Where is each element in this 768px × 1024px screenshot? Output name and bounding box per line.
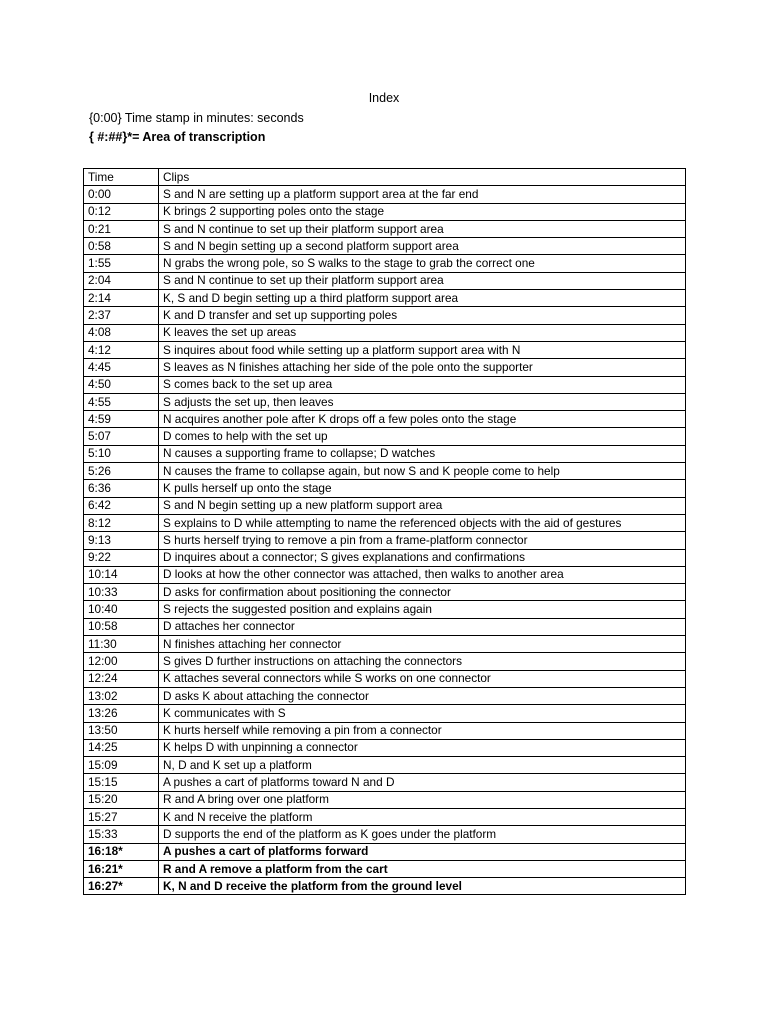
column-header-clips: Clips [159, 169, 686, 186]
clip-cell: D attaches her connector [159, 618, 686, 635]
table-row [84, 878, 686, 895]
time-cell: 16:27* [84, 878, 159, 895]
table-row [84, 860, 686, 877]
table-row [84, 307, 686, 324]
time-cell: 4:45 [84, 359, 159, 376]
clip-cell: S leaves as N finishes attaching her side of the pole onto the supporter [159, 359, 686, 376]
table-row [84, 393, 686, 410]
time-cell: 15:15 [84, 774, 159, 791]
clips-table [83, 168, 686, 895]
time-cell: 15:09 [84, 757, 159, 774]
clip-cell: D asks for confirmation about positioning the connector [159, 584, 686, 601]
time-cell: 13:02 [84, 687, 159, 704]
table-row [84, 480, 686, 497]
time-cell: 1:55 [84, 255, 159, 272]
clip-cell: S hurts herself trying to remove a pin from a frame-platform connector [159, 532, 686, 549]
table-row [84, 705, 686, 722]
clip-cell: D comes to help with the set up [159, 428, 686, 445]
table-row [84, 290, 686, 307]
table-row [84, 791, 686, 808]
clip-cell: K communicates with S [159, 705, 686, 722]
transcription-legend: { #:##}*= Area of transcription [89, 130, 266, 144]
time-cell: 4:50 [84, 376, 159, 393]
table-row [84, 774, 686, 791]
table-row [84, 324, 686, 341]
table-row [84, 808, 686, 825]
clip-cell: N grabs the wrong pole, so S walks to the stage to grab the correct one [159, 255, 686, 272]
table-row [84, 411, 686, 428]
clip-cell: K and N receive the platform [159, 808, 686, 825]
time-cell: 5:07 [84, 428, 159, 445]
clip-cell: K attaches several connectors while S works on one connector [159, 670, 686, 687]
time-cell: 15:20 [84, 791, 159, 808]
time-cell: 2:37 [84, 307, 159, 324]
table-row [84, 687, 686, 704]
time-cell: 0:00 [84, 186, 159, 203]
time-cell: 4:12 [84, 341, 159, 358]
table-row [84, 739, 686, 756]
time-cell: 2:04 [84, 272, 159, 289]
time-cell: 10:58 [84, 618, 159, 635]
time-cell: 5:26 [84, 463, 159, 480]
clip-cell: S comes back to the set up area [159, 376, 686, 393]
clip-cell: A pushes a cart of platforms forward [159, 843, 686, 860]
clip-cell: S and N continue to set up their platform support area [159, 220, 686, 237]
table-row [84, 653, 686, 670]
clip-cell: D asks K about attaching the connector [159, 687, 686, 704]
clip-cell: K, S and D begin setting up a third platform support area [159, 290, 686, 307]
clip-cell: K, N and D receive the platform from the ground level [159, 878, 686, 895]
clip-cell: R and A remove a platform from the cart [159, 860, 686, 877]
table-row [84, 272, 686, 289]
table-row [84, 670, 686, 687]
clip-cell: N causes a supporting frame to collapse; D watches [159, 445, 686, 462]
time-cell: 6:36 [84, 480, 159, 497]
table-row [84, 843, 686, 860]
clip-cell: R and A bring over one platform [159, 791, 686, 808]
clip-cell: S inquires about food while setting up a platform support area with N [159, 341, 686, 358]
clip-cell: N acquires another pole after K drops off a few poles onto the stage [159, 411, 686, 428]
table-row [84, 463, 686, 480]
time-cell: 10:33 [84, 584, 159, 601]
time-cell: 5:10 [84, 445, 159, 462]
table-row [84, 255, 686, 272]
time-cell: 4:59 [84, 411, 159, 428]
table-body [84, 186, 686, 895]
clip-cell: S gives D further instructions on attaching the connectors [159, 653, 686, 670]
clip-cell: S and N begin setting up a new platform support area [159, 497, 686, 514]
time-cell: 9:22 [84, 549, 159, 566]
table-row [84, 220, 686, 237]
table-row [84, 532, 686, 549]
clip-cell: K brings 2 supporting poles onto the stage [159, 203, 686, 220]
time-cell: 15:27 [84, 808, 159, 825]
table-row [84, 826, 686, 843]
time-cell: 2:14 [84, 290, 159, 307]
table-row [84, 238, 686, 255]
clip-cell: A pushes a cart of platforms toward N and D [159, 774, 686, 791]
time-cell: 11:30 [84, 636, 159, 653]
time-cell: 8:12 [84, 514, 159, 531]
table-row [84, 566, 686, 583]
table-row [84, 549, 686, 566]
clip-cell: S and N begin setting up a second platform support area [159, 238, 686, 255]
table-row [84, 601, 686, 618]
clip-cell: S and N are setting up a platform support area at the far end [159, 186, 686, 203]
time-cell: 4:55 [84, 393, 159, 410]
clip-cell: S rejects the suggested position and explains again [159, 601, 686, 618]
time-cell: 13:26 [84, 705, 159, 722]
table-row [84, 497, 686, 514]
table-row [84, 186, 686, 203]
table-row [84, 514, 686, 531]
table-row [84, 584, 686, 601]
time-cell: 9:13 [84, 532, 159, 549]
table-row [84, 757, 686, 774]
time-cell: 16:21* [84, 860, 159, 877]
table-row [84, 618, 686, 635]
time-cell: 16:18* [84, 843, 159, 860]
table-row [84, 636, 686, 653]
clip-cell: D supports the end of the platform as K goes under the platform [159, 826, 686, 843]
clip-cell: S explains to D while attempting to name the referenced objects with the aid of gestures [159, 514, 686, 531]
time-cell: 15:33 [84, 826, 159, 843]
time-cell: 14:25 [84, 739, 159, 756]
clip-cell: S adjusts the set up, then leaves [159, 393, 686, 410]
table-row [84, 203, 686, 220]
table-row [84, 359, 686, 376]
time-cell: 0:21 [84, 220, 159, 237]
table-row [84, 722, 686, 739]
clip-cell: N causes the frame to collapse again, but now S and K people come to help [159, 463, 686, 480]
clip-cell: N finishes attaching her connector [159, 636, 686, 653]
time-cell: 6:42 [84, 497, 159, 514]
column-header-time: Time [84, 169, 159, 186]
clip-cell: K hurts herself while removing a pin from a connector [159, 722, 686, 739]
clip-cell: D looks at how the other connector was attached, then walks to another area [159, 566, 686, 583]
time-cell: 0:58 [84, 238, 159, 255]
table-row [84, 445, 686, 462]
clip-cell: K helps D with unpinning a connector [159, 739, 686, 756]
clip-cell: S and N continue to set up their platform support area [159, 272, 686, 289]
time-cell: 10:14 [84, 566, 159, 583]
time-cell: 12:00 [84, 653, 159, 670]
time-cell: 12:24 [84, 670, 159, 687]
time-cell: 0:12 [84, 203, 159, 220]
table-header-row [84, 169, 686, 186]
clip-cell: D inquires about a connector; S gives explanations and confirmations [159, 549, 686, 566]
table-row [84, 376, 686, 393]
time-cell: 13:50 [84, 722, 159, 739]
table-row [84, 428, 686, 445]
clip-cell: N, D and K set up a platform [159, 757, 686, 774]
page-title: Index [368, 91, 400, 105]
timestamp-legend: {0:00} Time stamp in minutes: seconds [89, 111, 304, 125]
table-row [84, 341, 686, 358]
clip-cell: K leaves the set up areas [159, 324, 686, 341]
time-cell: 4:08 [84, 324, 159, 341]
time-cell: 10:40 [84, 601, 159, 618]
clip-cell: K and D transfer and set up supporting poles [159, 307, 686, 324]
clip-cell: K pulls herself up onto the stage [159, 480, 686, 497]
